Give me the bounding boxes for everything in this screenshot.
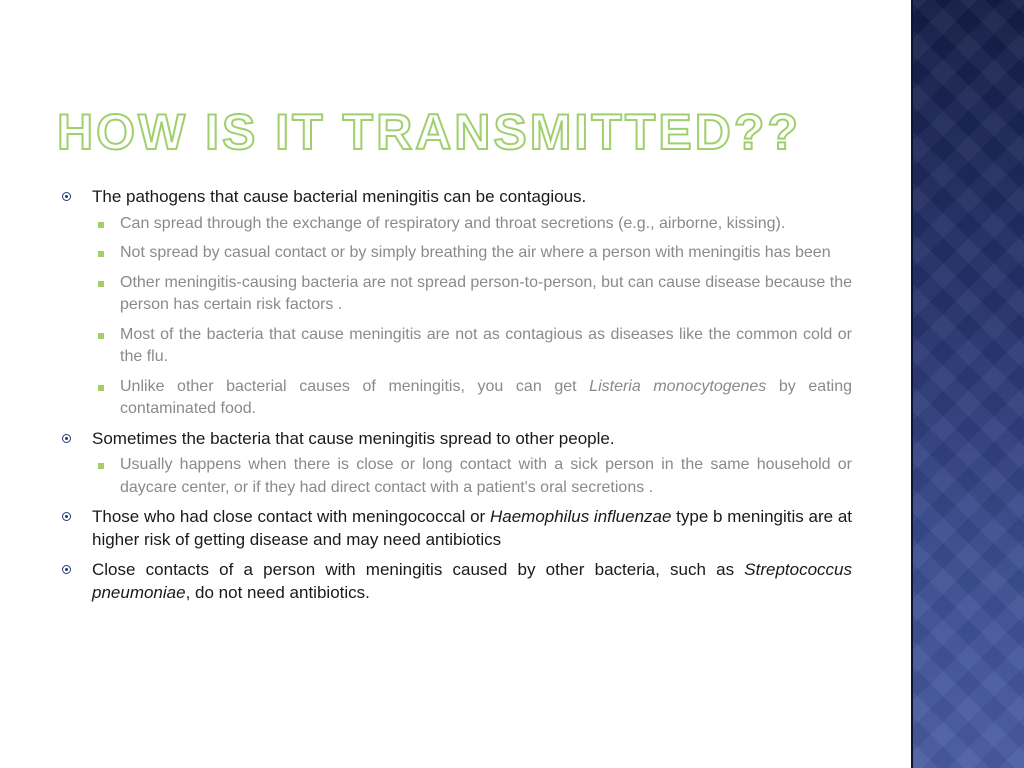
bullet-text: Sometimes the bacteria that cause meningitis spread to other people. xyxy=(92,428,615,448)
sub-bullet-text: Other meningitis-causing bacteria are not spread person-to-person, but can cause disease because the person has certain risk factors . xyxy=(120,273,852,313)
bullet-text-before: Those who had close contact with meningococcal or xyxy=(92,507,490,526)
sub-bullet-text: Usually happens when there is close or long contact with a sick person in the same household or daycare center, or if they had direct contact with a patient's oral secretions . xyxy=(120,456,852,496)
circle-bullet-icon xyxy=(62,192,71,201)
bullet-other-bacteria xyxy=(60,559,852,604)
species-name: Haemophilus influenzae xyxy=(489,507,672,526)
sub-bullet-text: Not spread by casual contact or by simply breathing the air where a person with meningitis has been xyxy=(120,244,831,261)
sub-bullet-list xyxy=(60,454,852,499)
slide-title: HOW IS IT TRANSMITTED?? xyxy=(57,104,801,160)
bullet-spread xyxy=(60,428,852,451)
sub-bullet-text-before: Unlike other bacterial causes of meningitis, you can get xyxy=(120,377,590,395)
sub-bullet-item xyxy=(60,272,852,317)
bullet-text-after: type b meningitis are at higher risk of getting disease and may need antibiotics xyxy=(92,507,853,549)
bullet-contagious xyxy=(60,186,852,209)
circle-bullet-icon xyxy=(62,434,71,443)
species-name: Listeria monocytogenes xyxy=(589,377,767,395)
square-bullet-icon xyxy=(98,385,104,391)
sub-bullet-list xyxy=(60,213,852,421)
decorative-side-panel xyxy=(913,0,1024,768)
bullet-close-contact xyxy=(60,506,852,551)
sub-bullet-item xyxy=(60,376,852,421)
square-bullet-icon xyxy=(98,281,104,287)
sub-bullet-item xyxy=(60,454,852,499)
square-bullet-icon xyxy=(98,463,104,469)
square-bullet-icon xyxy=(98,222,104,228)
square-bullet-icon xyxy=(98,251,104,257)
bullet-text-after: , do not need antibiotics. xyxy=(185,582,370,602)
sub-bullet-text-after: by eating contaminated food. xyxy=(120,377,853,417)
bullet-text: The pathogens that cause bacterial meningitis can be contagious. xyxy=(92,187,587,206)
sub-bullet-item xyxy=(60,242,852,265)
circle-bullet-icon xyxy=(62,565,71,574)
square-bullet-icon xyxy=(98,333,104,339)
species-name: Streptococcus pneumoniae xyxy=(92,560,852,602)
sub-bullet-item xyxy=(60,213,852,236)
bullet-text-before: Close contacts of a person with meningitis caused by other bacteria, such as xyxy=(92,560,745,579)
sub-bullet-text: Can spread through the exchange of respiratory and throat secretions (e.g., airborne, kissing). xyxy=(120,214,786,232)
sub-bullet-item xyxy=(60,324,852,369)
sub-bullet-text: Most of the bacteria that cause meningitis are not as contagious as diseases like the common cold or the flu. xyxy=(120,325,852,365)
bullet-list xyxy=(60,186,852,612)
circle-bullet-icon xyxy=(62,512,71,521)
